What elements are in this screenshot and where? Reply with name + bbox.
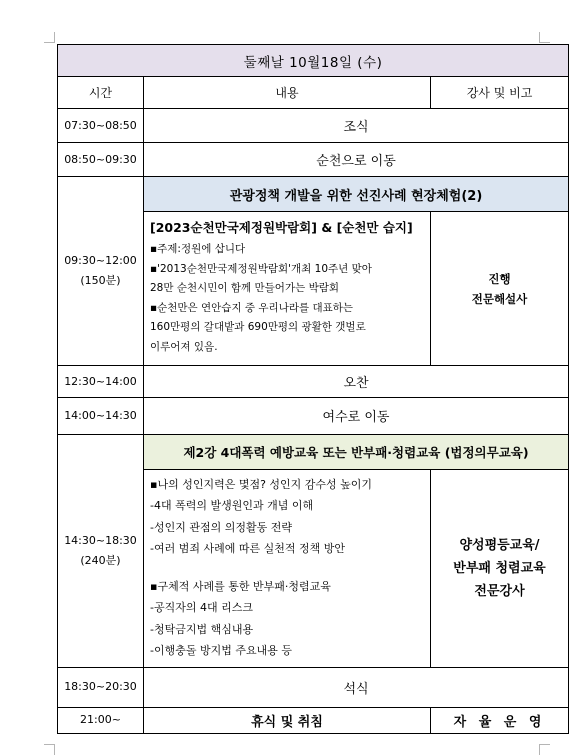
content-line: 160만평의 갈대밭과 690만평의 광활한 갯벌로 bbox=[150, 321, 366, 334]
page-corner-mark bbox=[44, 744, 55, 755]
section-title: 제2강 4대폭력 예방교육 또는 반부패·청렴교육 (법정의무교육) bbox=[144, 434, 569, 469]
content-cell: 순천으로 이동 bbox=[144, 143, 569, 177]
note-line: 전문해설사 bbox=[471, 291, 528, 306]
content-line: -이행충돌 방지법 주요내용 등 bbox=[150, 644, 292, 658]
header-row bbox=[58, 77, 569, 109]
time-cell: 07:30~08:50 bbox=[58, 109, 144, 143]
day-title: 둘째날 10월18일 (수) bbox=[58, 45, 569, 77]
time-cell: 08:50~09:30 bbox=[58, 143, 144, 177]
content-line: 28만 순천시민이 함께 만들어가는 박람회 bbox=[150, 282, 339, 295]
time-cell: 14:00~14:30 bbox=[58, 398, 144, 434]
page-corner-mark bbox=[44, 32, 55, 43]
content-cell: 석식 bbox=[144, 667, 569, 707]
content-line: -성인지 관점의 의정활동 전략 bbox=[150, 520, 292, 534]
table-row bbox=[58, 398, 569, 434]
note-line: 양성평등교육/ bbox=[459, 537, 540, 553]
table-row bbox=[58, 667, 569, 707]
content-line: ▪구체적 사례를 통한 반부패·청렴교육 bbox=[150, 579, 331, 593]
content-cell bbox=[144, 469, 431, 667]
page-corner-mark bbox=[539, 744, 550, 755]
duration: (150분) bbox=[80, 274, 121, 288]
content-line: -4대 폭력의 발생원인과 개념 이해 bbox=[150, 499, 314, 513]
note-cell bbox=[431, 469, 569, 667]
section-title: 관광정책 개발을 위한 선진사례 현장체험(2) bbox=[144, 177, 569, 212]
time-cell: 21:00~ bbox=[58, 707, 144, 733]
note-line: 반부패 청렴교육 bbox=[453, 560, 546, 576]
content-line: -공직자의 4대 리스크 bbox=[150, 601, 253, 615]
table-row bbox=[58, 143, 569, 177]
content-cell bbox=[144, 212, 431, 366]
spacer bbox=[144, 560, 430, 576]
content-cell: 조식 bbox=[144, 109, 569, 143]
content-line: -여러 범죄 사례에 따른 실천적 정책 방안 bbox=[150, 542, 345, 556]
time-range: 14:30~18:30 bbox=[64, 533, 137, 547]
header-content: 내용 bbox=[144, 77, 431, 109]
content-line: ▪주제:정원에 삽니다 bbox=[150, 243, 246, 256]
content-title: [2023순천만국제정원박람회] & [순천만 습지] bbox=[150, 220, 413, 236]
time-range: 09:30~12:00 bbox=[64, 254, 137, 268]
schedule-table bbox=[57, 44, 569, 734]
header-note: 강사 및 비고 bbox=[431, 77, 569, 109]
time-cell bbox=[58, 434, 144, 667]
page-corner-mark bbox=[539, 32, 550, 43]
note-cell bbox=[431, 212, 569, 366]
duration: (240분) bbox=[80, 553, 121, 567]
time-cell: 12:30~14:00 bbox=[58, 366, 144, 398]
content-cell: 휴식 및 취침 bbox=[144, 707, 431, 733]
table-row bbox=[58, 109, 569, 143]
time-cell: 18:30~20:30 bbox=[58, 667, 144, 707]
note-cell: 자 율 운 영 bbox=[431, 707, 569, 733]
content-line: 이루어져 있음. bbox=[150, 340, 218, 353]
content-line: ▪'2013순천만국제정원박람회'개최 10주년 맞아 bbox=[150, 262, 372, 275]
header-time: 시간 bbox=[58, 77, 144, 109]
time-cell bbox=[58, 177, 144, 366]
note-line: 전문강사 bbox=[474, 583, 525, 599]
content-line: ▪순천만은 연안습지 중 우리나라를 대표하는 bbox=[150, 301, 354, 314]
table-row bbox=[58, 434, 569, 469]
content-line: ▪나의 성인지력은 몇점? 성인지 감수성 높이기 bbox=[150, 477, 373, 491]
day-title-row bbox=[58, 45, 569, 77]
table-row bbox=[58, 177, 569, 212]
table-row bbox=[58, 707, 569, 733]
content-cell: 여수로 이동 bbox=[144, 398, 569, 434]
content-cell: 오찬 bbox=[144, 366, 569, 398]
content-line: -청탁금지법 핵심내용 bbox=[150, 622, 254, 636]
note-line: 진행 bbox=[488, 271, 511, 286]
table-row bbox=[58, 366, 569, 398]
